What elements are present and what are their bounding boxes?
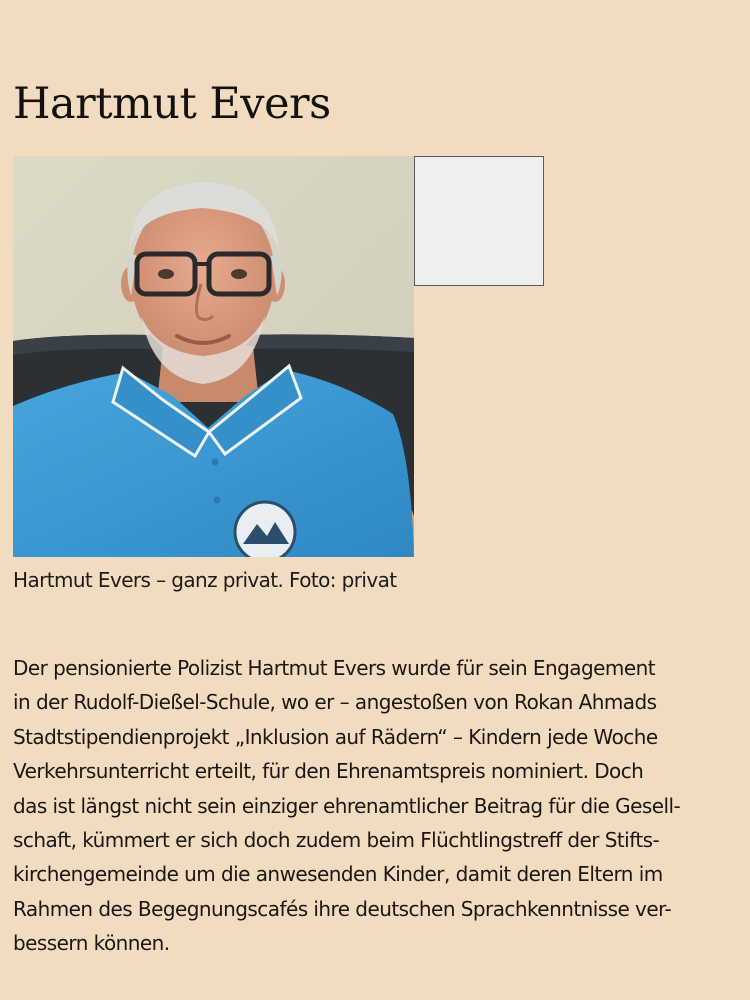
body-line: Rahmen des Begegnungscafés ihre deutschen Sprachkenntnisse ver-	[13, 896, 672, 921]
body-line: Stadtstipendienprojekt „Inklusion auf Rädern“ – Kindern jede Woche	[13, 724, 658, 749]
body-line: Der pensionierte Polizist Hartmut Evers wurde für sein Engagement	[13, 656, 655, 680]
body-line: kirchengemeinde um die anwesenden Kinder, damit deren Eltern im	[13, 862, 663, 887]
article-body	[13, 651, 737, 961]
body-line: Verkehrsunterricht erteilt, für den Ehrenamtspreis nominiert. Doch	[13, 759, 644, 784]
body-line: das ist längst nicht sein einziger ehrenamtlicher Beitrag für die Gesell-	[13, 793, 681, 818]
portrait-photo	[13, 156, 414, 557]
body-line: schaft, kümmert er sich doch zudem beim Flüchtlingstreff der Stifts-	[13, 828, 660, 853]
body-line: bessern können.	[13, 931, 170, 956]
image-placeholder	[414, 156, 544, 286]
article-title: Hartmut Evers	[13, 79, 331, 129]
photo-caption: Hartmut Evers – ganz privat. Foto: privat	[13, 568, 397, 592]
body-line: in der Rudolf-Dießel-Schule, wo er – angestoßen von Rokan Ahmads	[13, 690, 657, 715]
